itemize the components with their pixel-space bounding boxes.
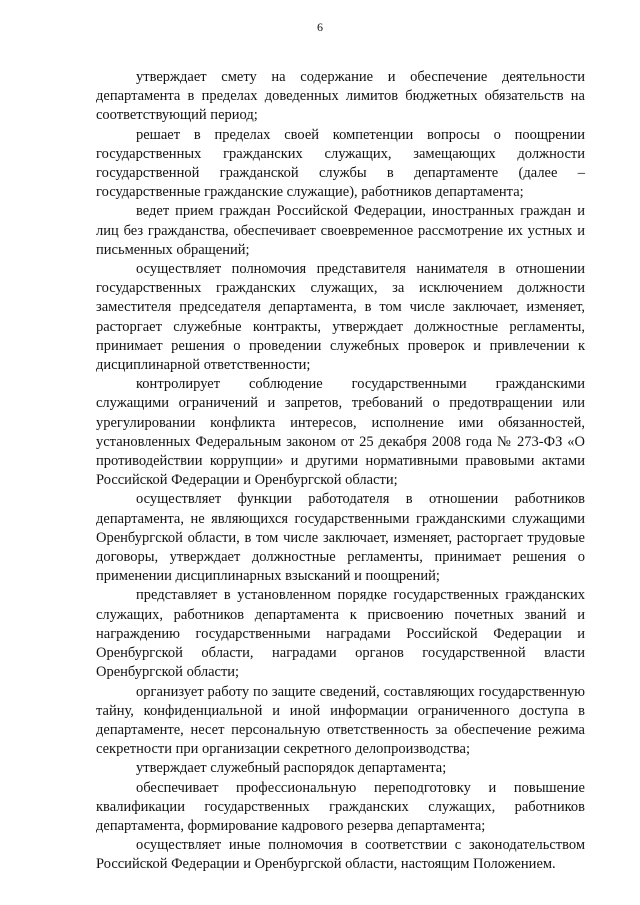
paragraph-incentives: решает в пределах своей компетенции вопросы о поощрении государственных гражданских служащих, замещающих должности государственной гражданской службы в департаменте (далее – государственные гражданские служащие), работников департамента; (96, 126, 585, 201)
paragraph-training: обеспечивает профессиональную переподготовку и повышение квалификации государственных гражданских служащих, работников департамента, формирование кадрового резерва департамента; (96, 779, 585, 834)
paragraph-other-powers: осуществляет иные полномочия в соответствии с законодательством Российской Федерации и Оренбургской области, настоящим Положением. (96, 837, 585, 873)
paragraph-state-secret: организует работу по защите сведений, составляющих государственную тайну, конфиденциальной и иной информации ограниченного доступа в департаменте, несет персональную ответственность за обеспечение режима секретности при организации секретного делопроизводства; (96, 683, 585, 758)
paragraph-citizen-reception: ведет прием граждан Российской Федерации, иностранных граждан и лиц без гражданства, обеспечивает своевременное рассмотрение их устных и письменных обращений; (96, 203, 585, 258)
paragraph-budget-estimate: утверждает смету на содержание и обеспечение деятельности департамента в пределах доведенных лимитов бюджетных обязательств на соответствующий период; (96, 69, 585, 124)
paragraph-work-schedule: утверждает служебный распорядок департамента; (136, 760, 447, 777)
paragraph-awards: представляет в установленном порядке государственных гражданских служащих, работников департамента к присвоению почетных званий и награждению государственными наградами Российской Федерации и Оренбургской области, наградами органов государственной власти Оренбургской области; (96, 587, 585, 681)
paragraph-anticorruption-control: контролирует соблюдение государственными гражданскими служащими ограничений и запретов, требований о предотвращении или урегулировании конфликта интересов, исполнение ими обязанностей, установленных Федеральным законом от 25 декабря 2008 года № 273-ФЗ «О противодействии коррупции» и другими нормативными правовыми актами Российской Федерации и Оренбургской области; (96, 376, 585, 489)
page-number: 6 (317, 20, 323, 34)
paragraph-employer-representative: осуществляет полномочия представителя нанимателя в отношении государственных гражданских служащих, за исключением должности заместителя председателя департамента, в том числе заключает, изменяет, расторгает служебные контракты, утверждает должностные регламенты, принимает решения о проведении служебных проверок и привлечении к дисциплинарной ответственности; (96, 261, 585, 374)
paragraph-employer-functions: осуществляет функции работодателя в отношении работников департамента, не являющихся государственными гражданскими служащими Оренбургской области, в том числе заключает, изменяет, расторгает трудовые договоры, утверждает должностные регламенты, принимает решения о применении дисциплинарных взысканий и поощрений; (96, 491, 585, 585)
document-body (96, 68, 585, 875)
